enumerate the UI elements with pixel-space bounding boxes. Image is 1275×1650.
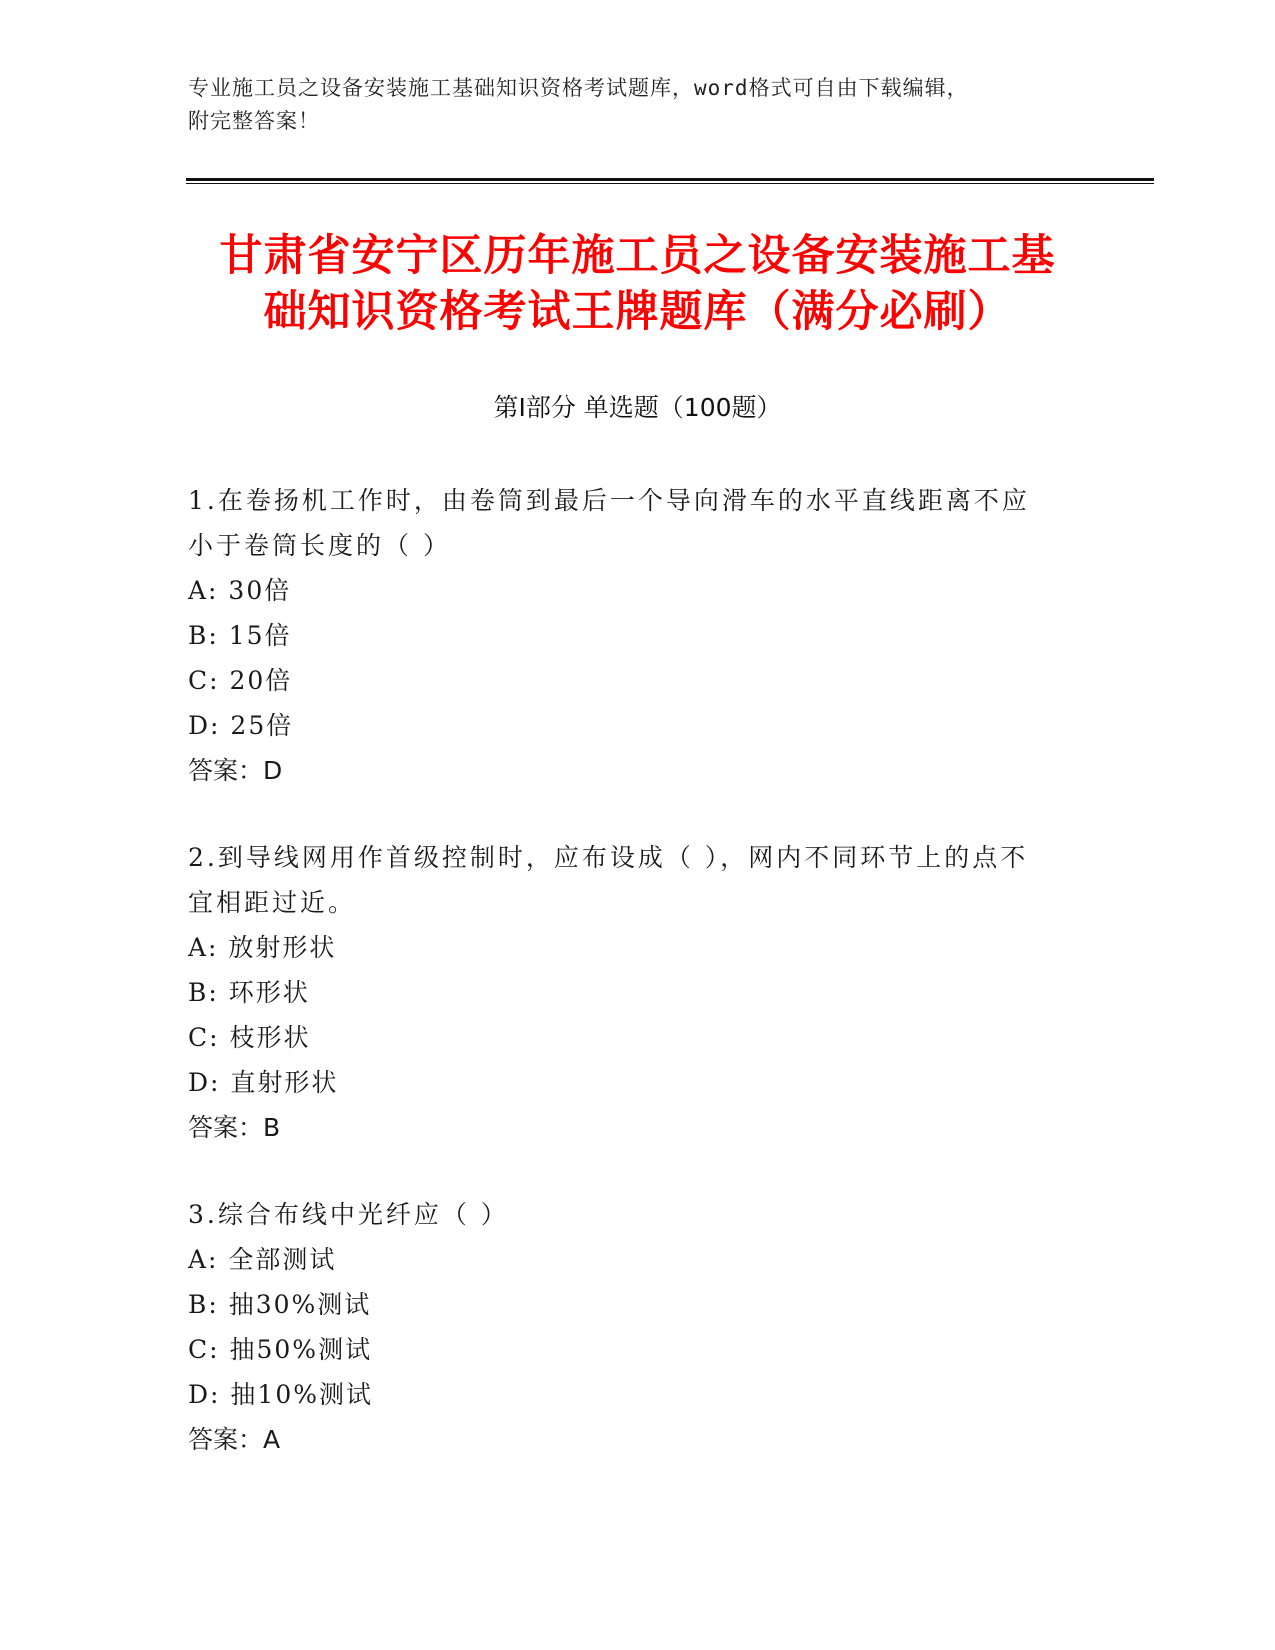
question-stem-cont: 小于卷筒长度的（ ） [188,531,451,560]
answer-text: 答案：A [188,1425,281,1454]
option-d: D: 直射形状 [188,1068,339,1097]
question-3 [188,1192,1088,1462]
question-stem-cont: 宜相距过近。 [188,888,357,917]
option-d: D: 25倍 [188,711,294,740]
option-a: A: 放射形状 [188,933,337,962]
option-c: C: 枝形状 [188,1023,311,1052]
document-header [188,72,1088,138]
option-b: B: 15倍 [188,621,292,650]
question-1 [188,478,1088,793]
option-d: D: 抽10%测试 [188,1380,373,1409]
option-b: B: 抽30%测试 [188,1290,372,1319]
answer-text: 答案：D [188,756,283,785]
title-line-2: 础知识资格考试王牌题库（满分必刷） [263,287,1012,337]
header-divider-thick [186,178,1154,181]
header-line-2: 附完整答案！ [188,109,320,133]
title-line-1: 甘肃省安宁区历年施工员之设备安装施工基 [219,231,1056,281]
option-a: A: 30倍 [188,576,292,605]
option-c: C: 20倍 [188,666,293,695]
header-line-1: 专业施工员之设备安装施工基础知识资格考试题库，word格式可自由下载编辑， [188,76,969,100]
question-stem: 2.到导线网用作首级控制时，应布设成（ ），网内不同环节上的点不 [188,843,1029,872]
option-b: B: 环形状 [188,978,310,1007]
question-2 [188,835,1088,1150]
question-list [188,478,1088,1504]
section-heading: 第Ⅰ部分 单选题（100题） [493,393,782,422]
question-stem: 3.综合布线中光纤应（ ） [188,1200,509,1229]
header-divider-thin [186,183,1154,184]
answer-text: 答案：B [188,1113,281,1142]
option-c: C: 抽50%测试 [188,1335,373,1364]
option-a: A: 全部测试 [188,1245,337,1274]
question-stem: 1.在卷扬机工作时，由卷筒到最后一个导向滑车的水平直线距离不应 [188,486,1030,515]
document-title [150,228,1125,340]
